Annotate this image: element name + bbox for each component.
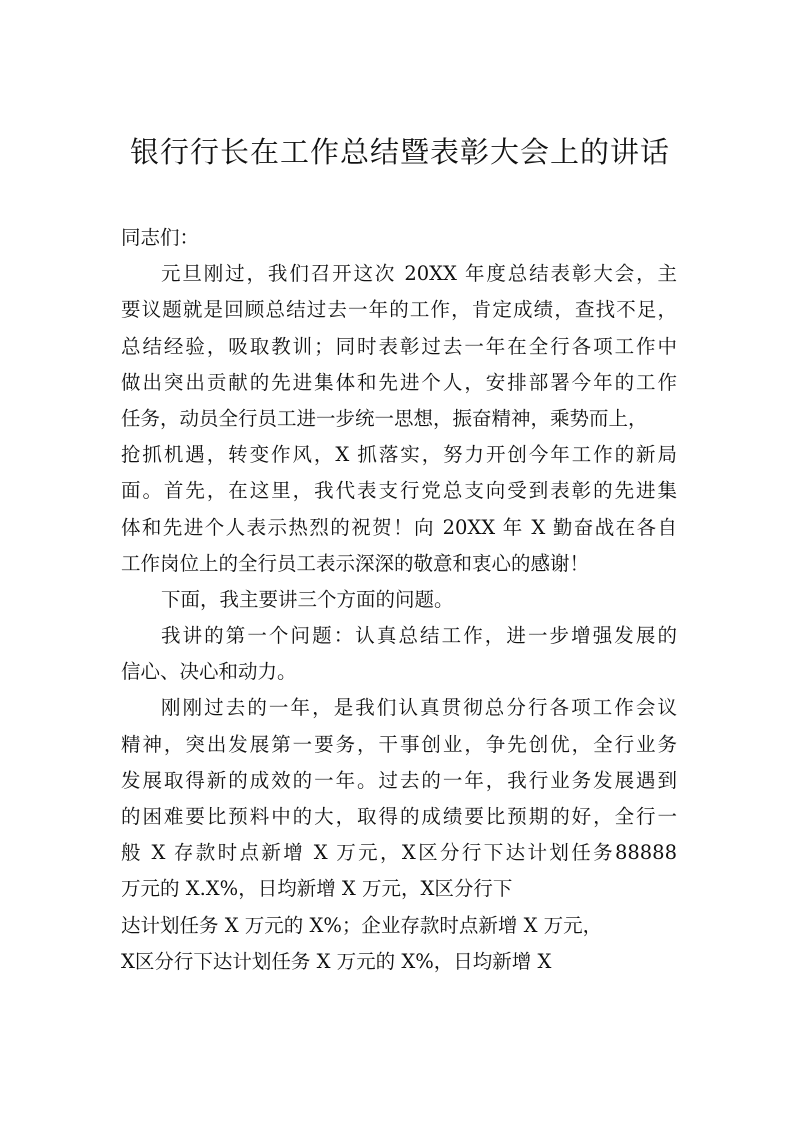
text-line: 要议题就是回顾总结过去一年的工作，肯定成绩，查找不足， (121, 298, 677, 322)
text-line: 体和先进个人表示热烈的祝贺！向 20XX 年 X 勤奋战在各自 (121, 515, 677, 539)
text-line: 发展取得新的成效的一年。过去的一年，我行业务发展遇到 (121, 768, 677, 792)
document-title: 银行行长在工作总结暨表彰大会上的讲话 (129, 135, 670, 169)
text-line: 工作岗位上的全行员工表示深深的敬意和衷心的感谢！ (121, 551, 590, 575)
text-line: X区分行下达计划任务 X 万元的 X%，日均新增 X (121, 949, 552, 973)
text-line: 的困难要比预料中的大，取得的成绩要比预期的好，全行一 (121, 805, 677, 828)
text-line: 万元的 X.X%，日均新增 X 万元，X区分行下 (121, 877, 513, 901)
text-line: 总结经验，吸取教训；同时表彰过去一年在全行各项工作中 (121, 334, 677, 358)
text-line: 精神，突出发展第一要务，干事创业，争先创优，全行业务 (121, 732, 677, 756)
text-line: 下面，我主要讲三个方面的问题。 (161, 587, 454, 611)
text-line: 同志们： (121, 226, 200, 249)
text-line: 信心、决心和动力。 (121, 660, 297, 684)
text-line: 元旦刚过，我们召开这次 20XX 年度总结表彰大会，主 (161, 262, 677, 286)
text-line: 面。首先，在这里，我代表支行党总支向受到表彰的先进集 (121, 479, 677, 503)
text-line: 做出突出贡献的先进集体和先进个人，安排部署今年的工作 (121, 370, 677, 394)
speech-body (121, 220, 677, 980)
text-line: 达计划任务 X 万元的 X%；企业存款时点新增 X 万元， (121, 913, 603, 937)
text-line: 刚刚过去的一年，是我们认真贯彻总分行各项工作会议 (161, 696, 677, 720)
text-line: 任务，动员全行员工进一步统一思想，振奋精神，乘势而上， (121, 406, 648, 430)
text-line: 般 X 存款时点新增 X 万元，X区分行下达计划任务88888 (121, 841, 677, 865)
text-line: 抢抓机遇，转变作风，X 抓落实，努力开创今年工作的新局 (121, 443, 677, 467)
text-line: 我讲的第一个问题：认真总结工作，进一步增强发展的 (161, 624, 677, 648)
